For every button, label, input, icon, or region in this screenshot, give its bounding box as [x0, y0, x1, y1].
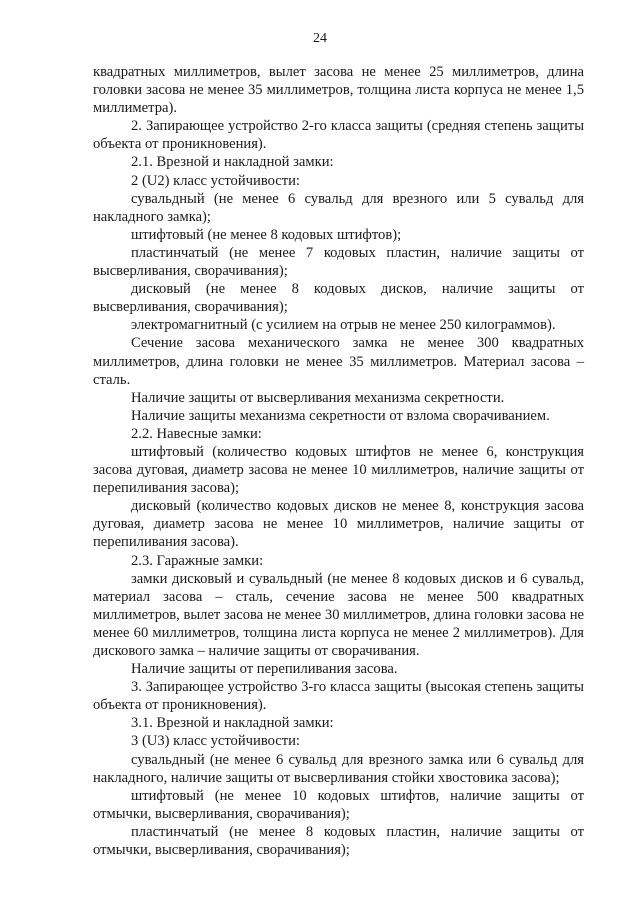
paragraph: 2.1. Врезной и накладной замки:: [131, 154, 334, 171]
paragraph: квадратных миллиметров, вылет засова не менее 25 миллиметров, длина головки засова не менее 35 миллиметров, толщина листа корпуса не менее 1,5 миллиметра).: [93, 64, 584, 117]
paragraph: пластинчатый (не менее 7 кодовых пластин, наличие защиты от высверливания, сворачивания);: [93, 244, 584, 280]
paragraph: электромагнитный (с усилием на отрыв не менее 250 килограммов).: [131, 317, 556, 334]
paragraph: 3.1. Врезной и накладной замки:: [131, 715, 334, 732]
paragraph: Наличие защиты механизма секретности от взлома сворачиванием.: [131, 407, 550, 424]
paragraph: сувальдный (не менее 6 сувальд для врезного или 5 сувальд для накладного замка);: [93, 190, 584, 225]
paragraph: штифтовый (не менее 8 кодовых штифтов);: [131, 226, 402, 243]
paragraph: 2.2. Навесные замки:: [131, 425, 262, 442]
paragraph: штифтовый (количество кодовых штифтов не менее 6, конструкция засова дуговая, диаметр засова не менее 10 миллиметров, наличие защиты от перепиливания засова);: [93, 443, 584, 497]
paragraph: сувальдный (не менее 6 сувальд для врезного замка или 6 сувальд для накладного, наличие защиты от высверливания стойки хвостовика засова);: [93, 751, 584, 786]
paragraph: Наличие защиты от перепиливания засова.: [131, 661, 398, 678]
paragraph: 3. Запирающее устройство 3-го класса защиты (высокая степень защиты объекта от проникновения).: [93, 679, 584, 714]
paragraph: 3 (U3) класс устойчивости:: [131, 733, 300, 750]
paragraph: Сечение засова механического замка не менее 300 квадратных миллиметров, длина головки не менее 35 миллиметров. Материал засова – сталь.: [93, 335, 584, 388]
page-number: 24: [313, 31, 327, 46]
paragraph: дисковый (количество кодовых дисков не менее 8, конструкция засова дуговая, диаметр засова не менее 10 миллиметров, наличие защиты от перепиливания засова).: [93, 498, 584, 551]
paragraph: замки дисковый и сувальдный (не менее 8 кодовых дисков и 6 сувальд, материал засова – сталь, сечение засова не менее 500 квадратных миллиметров, вылет засова не менее 30 миллиметров, длина головки засова не менее 60 миллиметров, толщина листа корпуса не менее 2 миллиметров). Для дискового замка – наличие защиты от сворачивания.: [93, 570, 584, 659]
document-body: [93, 63, 584, 859]
paragraph: пластинчатый (не менее 8 кодовых пластин, наличие защиты от отмычки, высверливания, сворачивания);: [93, 823, 584, 859]
paragraph: 2 (U2) класс устойчивости:: [131, 172, 300, 189]
paragraph: дисковый (не менее 8 кодовых дисков, наличие защиты от высверливания, сворачивания);: [93, 281, 584, 316]
paragraph: Наличие защиты от высверливания механизма секретности.: [131, 389, 505, 406]
paragraph: штифтовый (не менее 10 кодовых штифтов, наличие защиты от отмычки, высверливания, сворачивания);: [93, 787, 584, 822]
paragraph: 2. Запирающее устройство 2-го класса защиты (средняя степень защиты объекта от проникновения).: [93, 118, 584, 153]
paragraph: 2.3. Гаражные замки:: [131, 552, 264, 569]
